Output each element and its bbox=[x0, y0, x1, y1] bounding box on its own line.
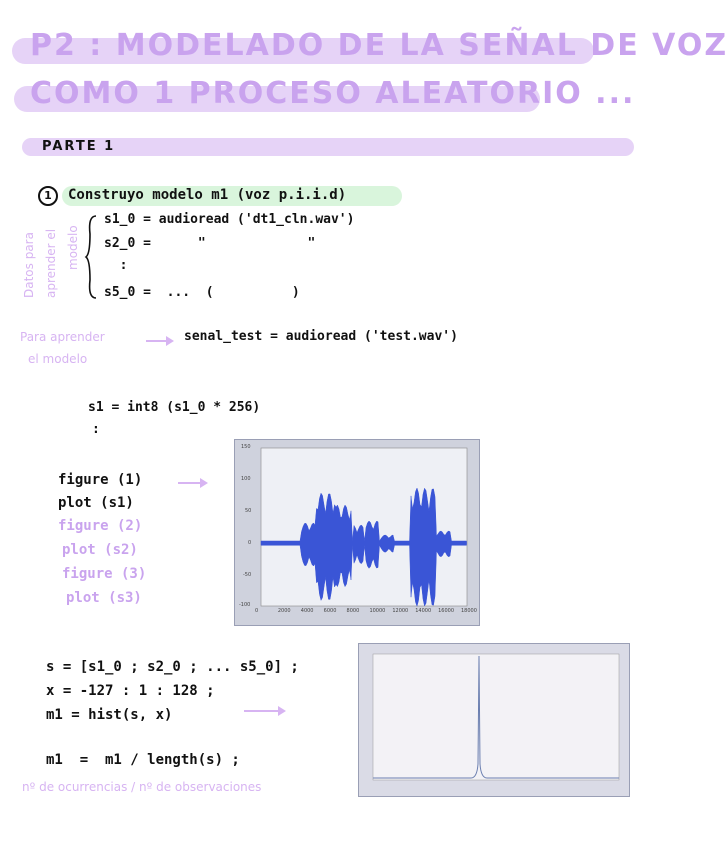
data-line-3: : bbox=[104, 258, 128, 273]
histogram-plot bbox=[359, 644, 629, 796]
data-line-4: s5_0 = ... ( ) bbox=[104, 285, 300, 300]
arrow-icon bbox=[244, 710, 284, 712]
x-tick: 16000 bbox=[438, 608, 455, 614]
plot-cmd-6: plot (s3) bbox=[66, 590, 142, 606]
y-tick: 100 bbox=[241, 476, 251, 482]
x-tick: 0 bbox=[255, 608, 259, 614]
signal-plot-photo bbox=[234, 439, 480, 626]
norm-note: nº de ocurrencias / nº de observaciones bbox=[22, 780, 262, 794]
hist-line-2: x = -127 : 1 : 128 ; bbox=[46, 683, 215, 699]
side-label-aprender: aprender el bbox=[44, 228, 58, 298]
int8-line: s1 = int8 (s1_0 * 256) bbox=[88, 400, 261, 415]
plot-cmd-3: figure (2) bbox=[58, 518, 143, 534]
plot-cmd-5: figure (3) bbox=[62, 566, 147, 582]
plot-cmd-1: figure (1) bbox=[58, 472, 143, 488]
side-label-modelo: modelo bbox=[66, 225, 80, 270]
x-tick: 8000 bbox=[346, 608, 360, 614]
hist-line-1: s = [s1_0 ; s2_0 ; ... s5_0] ; bbox=[46, 659, 299, 675]
x-tick: 6000 bbox=[323, 608, 337, 614]
hist-line-3: m1 = hist(s, x) bbox=[46, 707, 173, 723]
int8-dots: : bbox=[92, 422, 100, 437]
annotation-para-aprender: Para aprender bbox=[20, 330, 105, 344]
page-title-line2: COMO 1 PROCESO ALEATORIO ... bbox=[30, 76, 636, 111]
arrow-icon bbox=[178, 482, 206, 484]
side-label-datos: Datos para bbox=[22, 232, 36, 298]
signal-plot bbox=[235, 440, 479, 625]
x-tick: 4000 bbox=[300, 608, 314, 614]
x-tick: 12000 bbox=[392, 608, 409, 614]
data-line-1: s1_0 = audioread ('dt1_cln.wav') bbox=[104, 212, 355, 227]
x-tick: 14000 bbox=[415, 608, 432, 614]
plot-cmd-2: plot (s1) bbox=[58, 495, 134, 511]
data-line-2: s2_0 = " " bbox=[104, 236, 316, 251]
x-tick-row bbox=[255, 608, 477, 616]
page-title-line1: P2 : MODELADO DE LA SEÑAL DE VOZ bbox=[30, 28, 728, 63]
step-number: 1 bbox=[38, 186, 58, 206]
norm-line: m1 = m1 / length(s) ; bbox=[46, 752, 240, 768]
brace-icon bbox=[84, 214, 100, 300]
test-line: senal_test = audioread ('test.wav') bbox=[184, 329, 458, 344]
annotation-el-modelo: el modelo bbox=[28, 352, 88, 366]
y-tick: 50 bbox=[245, 508, 252, 514]
x-tick: 18000 bbox=[461, 608, 477, 614]
y-tick: 150 bbox=[241, 444, 251, 450]
x-tick: 2000 bbox=[277, 608, 291, 614]
x-tick: 10000 bbox=[369, 608, 386, 614]
step-heading: Construyo modelo m1 (voz p.i.i.d) bbox=[68, 187, 347, 203]
arrow-icon bbox=[146, 340, 172, 342]
y-tick: -50 bbox=[243, 572, 252, 578]
histogram-plot-photo bbox=[358, 643, 630, 797]
y-tick: 0 bbox=[248, 540, 252, 546]
plot-cmd-4: plot (s2) bbox=[62, 542, 138, 558]
part-heading: PARTE 1 bbox=[42, 139, 116, 154]
y-tick: -100 bbox=[239, 602, 251, 608]
